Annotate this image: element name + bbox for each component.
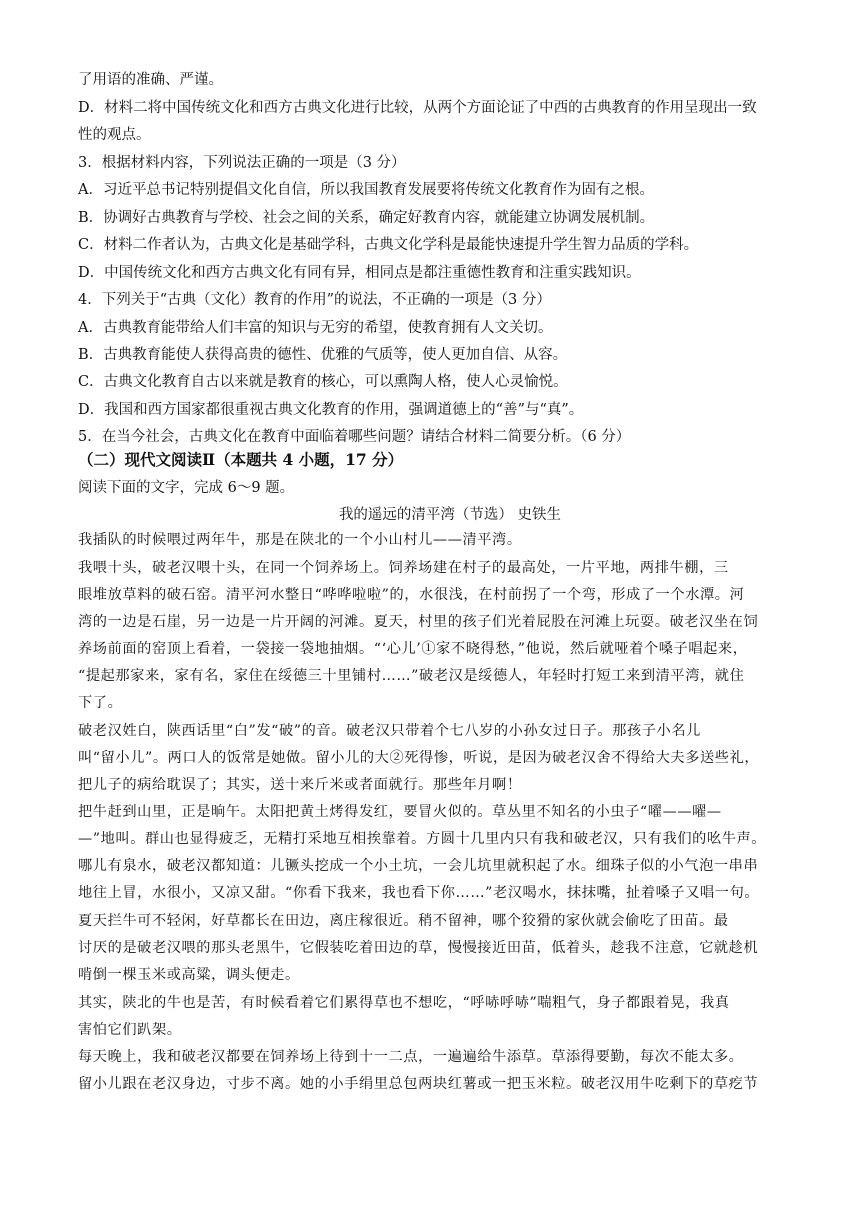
question-line: B．协调好古典教育与学校、社会之间的关系，确定好教育内容，就能建立协调发展机制。 [78,210,655,226]
question-line: D．材料二将中国传统文化和西方古典文化进行比较，从两个方面论证了中西的古典教育的作用呈现出一致 [78,100,757,116]
question-line: 性的观点。 [78,127,151,143]
passage-line: 哪儿有泉水，破老汉都知道：儿镢头挖成一个小土坑，一会儿坑里就积起了水。细珠子似的小气泡一串串 [78,858,759,874]
passage-line: 下了。 [78,695,123,711]
section-heading: （二）现代文阅读Ⅱ（本题共 4 小题，17 分） [78,450,404,469]
passage-line: 湾的一边是石崖，另一边是一片开阔的河滩。夏天，村里的孩子们光着屁股在河滩上玩耍。破老汉坐在饲 [78,614,759,630]
passage-line: 啃倒一棵玉米或高粱，调头便走。 [78,967,300,983]
passage-line: 其实，陕北的牛也是苦，有时候看着它们累得草也不想吃，“呼哧呼哧”喘粗气，身子都跟着晃，我真 [78,995,730,1011]
passage-title: 我的遥远的清平湾（节选） 史铁生 [338,507,562,523]
question-line: C．古典文化教育自古以来就是教育的核心，可以熏陶人格，使人心灵愉悦。 [78,374,568,390]
passage-line: 害怕它们趴架。 [78,1022,182,1038]
instruction-text: 阅读下面的文字，完成 6～9 题。 [78,480,295,496]
question-line: D．中国传统文化和西方古典文化有同有异，相同点是都注重德性教育和注重实践知识。 [78,265,641,281]
question-line: B．古典教育能使人获得高贵的德性、优雅的气质等，使人更加自信、从容。 [78,347,568,363]
passage-line: 讨厌的是破老汉喂的那头老黑牛，它假装吃着田边的草，慢慢接近田苗，低着头，趁我不注意，它就趁机 [78,940,759,956]
question-line: 5．在当今社会，古典文化在教育中面临着哪些问题？请结合材料二简要分析。（6 分） [78,429,631,445]
passage-line: 每天晚上，我和破老汉都要在饲养场上待到十一二点，一遍遍给牛添草。草添得要勤，每次不能太多。 [78,1049,744,1065]
passage-line: 把牛赶到山里，正是晌午。太阳把黄土烤得发红，要冒火似的。草丛里不知名的小虫子“嚁——嚁— [78,804,722,820]
question-line: A．习近平总书记特别提倡文化自信，所以我国教育发展要将传统文化教育作为固有之根。 [78,182,654,198]
passage-line: 眼堆放草料的破石窑。清平河水整日“哗哗啦啦”的，水很浅，在村前拐了一个弯，形成了一个水潭。河 [78,587,745,603]
passage-line: —”地叫。群山也显得疲乏，无精打采地互相挨靠着。方圆十几里内只有我和破老汉，只有我们的吆牛声。 [78,831,767,847]
passage-line: 养场前面的窑顶上看着，一袋接一袋地抽烟。“‘心儿’①家不晓得愁，”他说，然后就哑着个嗓子唱起来， [78,641,748,657]
passage-line: 破老汉姓白，陕西话里“白”发“破”的音。破老汉只带着个七八岁的小孙女过日子。那孩子小名儿 [78,723,701,739]
passage-line: 把儿子的病给耽误了；其实，送十来斤米或者面就行。那些年月啊！ [78,777,522,793]
question-line: 了用语的准确、严谨。 [78,72,223,88]
passage-line: “提起那家来，家有名，家住在绥德三十里铺村……”破老汉是绥德人，年轻时打短工来到清平湾，就住 [78,668,745,684]
passage-line: 地往上冒，水很小，又凉又甜。“你看下我来，我也看下你……”老汉喝水，抹抹嘴，扯着嗓子又唱一句。 [78,885,760,901]
question-line: C．材料二作者认为，古典文化是基础学科，古典文化学科是最能快速提升学生智力品质的学科。 [78,237,699,253]
passage-line: 我喂十头，破老汉喂十头，在同一个饲养场上。饲养场建在村子的最高处，一片平地，两排牛棚，三 [78,560,729,576]
passage-line: 夏天拦牛可不轻闲，好草都长在田边，离庄稼很近。稍不留神，哪个狡猾的家伙就会偷吃了田苗。最 [78,913,729,929]
passage-line: 叫“留小儿”。两口人的饭常是她做。留小儿的大②死得惨，听说，是因为破老汉舍不得给大夫多送些礼， [78,750,760,766]
question-line: D．我国和西方国家都很重视古典文化教育的作用，强调道德上的“善”与“真”。 [78,402,584,418]
passage-line: 我插队的时候喂过两年牛，那是在陕北的一个小山村儿——清平湾。 [78,532,522,548]
question-line: 3．根据材料内容，下列说法正确的一项是（3 分） [78,155,406,171]
passage-line: 留小儿跟在老汉身边，寸步不离。她的小手绢里总包两块红薯或一把玉米粒。破老汉用牛吃剩下的草疙节 [78,1076,759,1092]
question-line: 4．下列关于“古典（文化）教育的作用”的说法，不正确的一项是（3 分） [78,292,551,308]
question-line: A．古典教育能带给人们丰富的知识与无穷的希望，使教育拥有人文关切。 [78,320,553,336]
